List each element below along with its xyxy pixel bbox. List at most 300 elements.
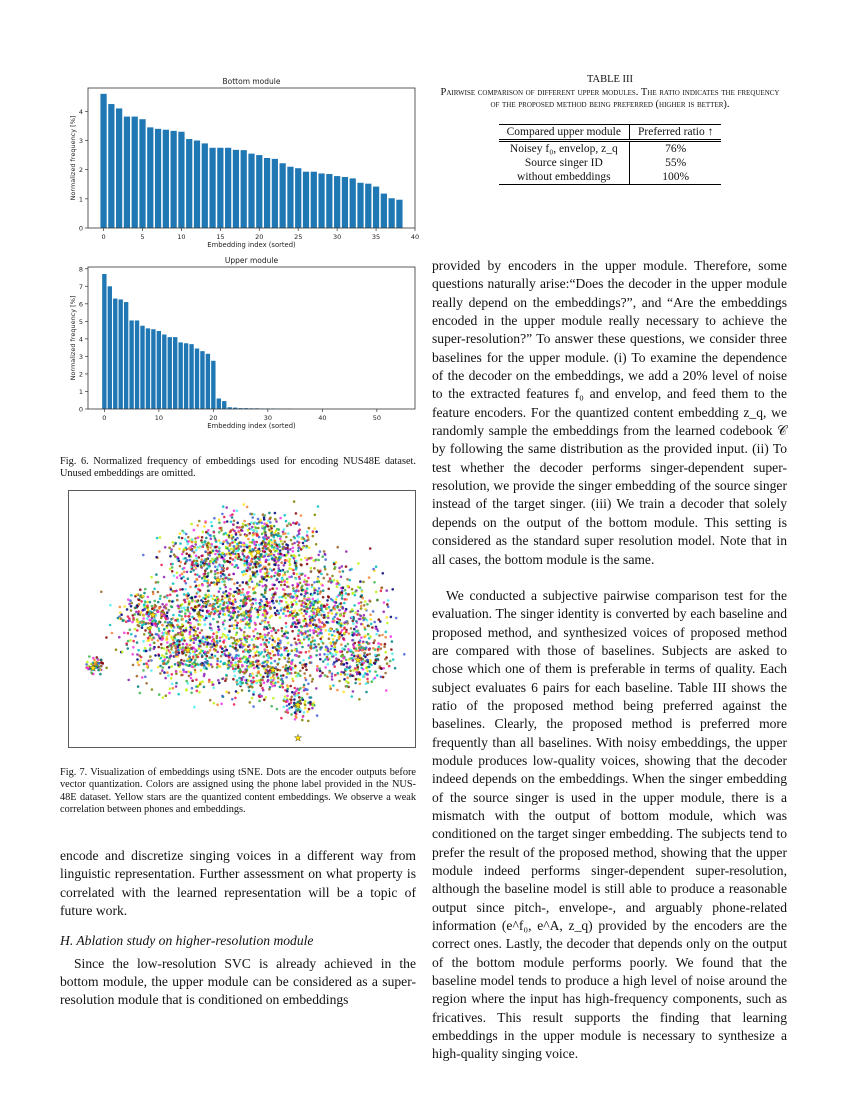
tsne-point [179, 542, 182, 545]
tsne-point [147, 615, 150, 618]
tsne-point [336, 618, 339, 621]
tsne-point [246, 661, 249, 664]
tsne-point [261, 636, 264, 639]
tsne-point [154, 624, 157, 627]
tsne-point [290, 568, 293, 571]
tsne-point [353, 628, 356, 631]
tsne-point [327, 612, 330, 615]
tsne-point [153, 588, 156, 591]
tsne-point [250, 560, 253, 563]
tsne-point [304, 557, 307, 560]
tsne-point [244, 599, 247, 602]
tsne-point [318, 614, 321, 617]
tsne-point [265, 643, 268, 646]
tsne-point [127, 598, 130, 601]
tsne-point [252, 539, 255, 542]
tsne-point [197, 536, 200, 539]
tsne-point [269, 517, 272, 520]
tsne-point [280, 675, 283, 678]
tsne-point [254, 521, 257, 524]
tsne-point [137, 610, 140, 613]
tsne-point [266, 627, 269, 630]
bar [287, 167, 293, 228]
tsne-point [324, 674, 327, 677]
tsne-point [342, 586, 345, 589]
tsne-point [339, 636, 342, 639]
tsne-point [274, 518, 277, 521]
tsne-point [168, 609, 171, 612]
tsne-point [346, 685, 349, 688]
tsne-point [317, 598, 320, 601]
x-axis-label: Embedding index (sorted) [207, 241, 296, 249]
table-row [499, 170, 722, 185]
tsne-point [204, 550, 207, 553]
tsne-point [195, 543, 198, 546]
tsne-point [308, 624, 311, 627]
tsne-point [223, 662, 226, 665]
tsne-point [309, 646, 312, 649]
tsne-point [253, 529, 256, 532]
tsne-point [268, 563, 271, 566]
tsne-point [317, 505, 320, 508]
tsne-point [196, 524, 199, 527]
table-row [499, 140, 722, 156]
tsne-point [328, 671, 331, 674]
tsne-point [314, 619, 317, 622]
tsne-point [269, 568, 272, 571]
tsne-point [297, 536, 300, 539]
tsne-point [300, 651, 303, 654]
tsne-point [228, 630, 231, 633]
tsne-point [201, 554, 204, 557]
tsne-point [305, 663, 308, 666]
tsne-point [253, 680, 256, 683]
tsne-point [218, 539, 221, 542]
tsne-point [320, 573, 323, 576]
tsne-point [191, 599, 194, 602]
tsne-point [262, 676, 265, 679]
tsne-point [255, 527, 258, 530]
tsne-point [263, 628, 266, 631]
tsne-point [179, 628, 182, 631]
tsne-point [353, 604, 356, 607]
tsne-point [202, 605, 205, 608]
tsne-point [352, 659, 355, 662]
tsne-point [267, 559, 270, 562]
tsne-point [263, 681, 266, 684]
tsne-point [300, 586, 303, 589]
tsne-point [278, 534, 281, 537]
tsne-point [289, 614, 292, 617]
tsne-point [323, 653, 326, 656]
tsne-point [145, 650, 148, 653]
tsne-point [305, 679, 308, 682]
tsne-point [301, 646, 304, 649]
tsne-point [251, 607, 254, 610]
tsne-point [315, 543, 318, 546]
tsne-point [252, 571, 255, 574]
x-tick-label: 0 [102, 414, 107, 422]
tsne-point [284, 532, 287, 535]
tsne-point [320, 629, 323, 632]
tsne-point [343, 626, 346, 629]
tsne-point [253, 533, 256, 536]
bar [135, 320, 139, 409]
tsne-point [274, 682, 277, 685]
tsne-point [366, 654, 369, 657]
tsne-point [213, 643, 216, 646]
tsne-point [169, 555, 172, 558]
tsne-point [285, 676, 288, 679]
tsne-point [280, 540, 283, 543]
tsne-point [258, 544, 261, 547]
tsne-point [139, 595, 142, 598]
bar [217, 398, 221, 409]
tsne-point [224, 613, 227, 616]
tsne-point [326, 599, 329, 602]
tsne-point [374, 654, 377, 657]
tsne-point [199, 623, 202, 626]
tsne-point [188, 675, 191, 678]
tsne-point [132, 619, 135, 622]
tsne-point [240, 638, 243, 641]
tsne-point [178, 536, 181, 539]
x-tick-label: 20 [255, 233, 264, 241]
tsne-point [290, 662, 293, 665]
tsne-point [373, 621, 376, 624]
tsne-point [291, 623, 294, 626]
tsne-point [242, 523, 245, 526]
tsne-point [279, 517, 282, 520]
tsne-point [159, 672, 162, 675]
tsne-point [178, 548, 181, 551]
tsne-point [157, 591, 160, 594]
tsne-point [299, 710, 302, 713]
tsne-point [278, 528, 281, 531]
tsne-point [269, 525, 272, 528]
tsne-point [205, 617, 208, 620]
tsne-point [229, 594, 232, 597]
tsne-point [390, 648, 393, 651]
tsne-point [259, 674, 262, 677]
tsne-point [298, 688, 301, 691]
tsne-point [284, 559, 287, 562]
section-heading: H. Ablation study on higher-resolution module [60, 933, 314, 949]
tsne-point [278, 649, 281, 652]
tsne-point [261, 568, 264, 571]
tsne-point [301, 719, 304, 722]
tsne-point [146, 665, 149, 668]
tsne-point [204, 637, 207, 640]
tsne-point [250, 599, 253, 602]
tsne-point [251, 516, 254, 519]
tsne-point [139, 588, 142, 591]
tsne-point [142, 595, 145, 598]
tsne-point [214, 565, 217, 568]
tsne-point [260, 600, 263, 603]
tsne-point [266, 605, 269, 608]
tsne-point [349, 675, 352, 678]
tsne-point [284, 593, 287, 596]
tsne-point [333, 646, 336, 649]
tsne-point [172, 541, 175, 544]
tsne-point [183, 593, 186, 596]
tsne-point [183, 637, 186, 640]
tsne-point [231, 537, 234, 540]
tsne-point [182, 551, 185, 554]
tsne-point [292, 550, 295, 553]
tsne-point [157, 639, 160, 642]
tsne-point [245, 623, 248, 626]
tsne-point [358, 602, 361, 605]
tsne-point [273, 549, 276, 552]
bar [184, 343, 188, 409]
tsne-point [319, 648, 322, 651]
tsne-point [279, 669, 282, 672]
tsne-point [290, 644, 293, 647]
tsne-point [384, 643, 387, 646]
tsne-point [213, 594, 216, 597]
tsne-point [175, 653, 178, 656]
tsne-point [210, 570, 213, 573]
tsne-point [215, 561, 218, 564]
tsne-point [177, 693, 180, 696]
tsne-point [303, 684, 306, 687]
tsne-point [236, 624, 239, 627]
tsne-point [210, 663, 213, 666]
tsne-point [160, 638, 163, 641]
tsne-point [241, 664, 244, 667]
tsne-point [223, 584, 226, 587]
tsne-point [362, 668, 365, 671]
tsne-point [332, 684, 335, 687]
tsne-point [336, 580, 339, 583]
tsne-point [278, 596, 281, 599]
tsne-point [315, 687, 318, 690]
tsne-point [198, 556, 201, 559]
tsne-point [300, 593, 303, 596]
tsne-point [323, 577, 326, 580]
tsne-point [211, 666, 214, 669]
tsne-point [214, 553, 217, 556]
tsne-point [271, 541, 274, 544]
tsne-point [295, 568, 298, 571]
tsne-point [312, 535, 315, 538]
tsne-point [202, 531, 205, 534]
x-tick-label: 20 [209, 414, 218, 422]
tsne-point [135, 606, 138, 609]
tsne-point [234, 541, 237, 544]
tsne-point [174, 645, 177, 648]
tsne-point [295, 654, 298, 657]
tsne-point [319, 658, 322, 661]
tsne-point [241, 689, 244, 692]
x-tick-label: 25 [294, 233, 303, 241]
bar [233, 150, 239, 228]
tsne-point [157, 581, 160, 584]
tsne-point [196, 546, 199, 549]
tsne-point [255, 638, 258, 641]
tsne-point [198, 691, 201, 694]
tsne-point [265, 545, 268, 548]
tsne-point [198, 647, 201, 650]
tsne-point [176, 576, 179, 579]
tsne-point [195, 619, 198, 622]
tsne-point [178, 652, 181, 655]
tsne-point [190, 677, 193, 680]
tsne-point [298, 642, 301, 645]
x-axis-label: Embedding index (sorted) [207, 422, 296, 430]
tsne-point [380, 647, 383, 650]
tsne-point [341, 597, 344, 600]
tsne-point [244, 626, 247, 629]
tsne-point [151, 620, 154, 623]
bar [357, 183, 363, 228]
tsne-point [349, 670, 352, 673]
x-tick-label: 0 [101, 233, 106, 241]
tsne-point [287, 653, 290, 656]
tsne-point [354, 667, 357, 670]
tsne-point [311, 707, 314, 710]
tsne-point [226, 520, 229, 523]
tsne-point [298, 629, 301, 632]
tsne-point [238, 526, 241, 529]
tsne-point [248, 613, 251, 616]
y-tick-label: 4 [78, 335, 83, 344]
tsne-point [201, 609, 204, 612]
bar [108, 286, 112, 409]
tsne-point [264, 621, 267, 624]
tsne-point [261, 593, 264, 596]
tsne-point [179, 646, 182, 649]
x-tick-label: 30 [333, 233, 342, 241]
tsne-point [269, 616, 272, 619]
tsne-point [391, 653, 394, 656]
tsne-point [330, 609, 333, 612]
tsne-point [242, 503, 245, 506]
tsne-point [340, 663, 343, 666]
y-tick-label: 3 [78, 137, 83, 145]
tsne-point [271, 587, 274, 590]
tsne-point [272, 627, 275, 630]
tsne-point [308, 527, 311, 530]
tsne-point [269, 607, 272, 610]
tsne-point [218, 550, 221, 553]
tsne-point [145, 623, 148, 626]
tsne-point [307, 630, 310, 633]
tsne-point [306, 610, 309, 613]
tsne-point [377, 658, 380, 661]
tsne-point [336, 596, 339, 599]
tsne-point [380, 590, 383, 593]
tsne-point [278, 543, 281, 546]
tsne-point [305, 669, 308, 672]
tsne-point [285, 622, 288, 625]
tsne-point [129, 628, 132, 631]
tsne-point [263, 523, 266, 526]
tsne-point [346, 585, 349, 588]
tsne-point [261, 575, 264, 578]
bar [326, 174, 332, 228]
tsne-point [216, 660, 219, 663]
tsne-point [243, 542, 246, 545]
tsne-point [310, 696, 313, 699]
tsne-point [140, 611, 143, 614]
tsne-point [331, 612, 334, 615]
tsne-point [255, 660, 258, 663]
tsne-point [262, 614, 265, 617]
tsne-point [233, 582, 236, 585]
bar [132, 117, 138, 228]
tsne-point [278, 658, 281, 661]
tsne-point [335, 583, 338, 586]
tsne-point [268, 624, 271, 627]
tsne-point [197, 627, 200, 630]
tsne-point [352, 622, 355, 625]
tsne-point [194, 541, 197, 544]
tsne-point [296, 585, 299, 588]
tsne-point [235, 564, 238, 567]
tsne-point [182, 663, 185, 666]
tsne-point [351, 588, 354, 591]
tsne-point [268, 641, 271, 644]
tsne-point [196, 565, 199, 568]
tsne-point [169, 651, 172, 654]
tsne-point [282, 574, 285, 577]
tsne-point [196, 560, 199, 563]
tsne-point [335, 653, 338, 656]
tsne-point [238, 639, 241, 642]
tsne-point [202, 640, 205, 643]
tsne-point [199, 619, 202, 622]
tsne-point [354, 612, 357, 615]
tsne-point [129, 639, 132, 642]
tsne-point [298, 554, 301, 557]
tsne-point [246, 534, 249, 537]
tsne-point [382, 667, 385, 670]
tsne-point [245, 612, 248, 615]
tsne-point [208, 636, 211, 639]
tsne-point [282, 666, 285, 669]
tsne-point [403, 653, 406, 656]
tsne-point [364, 656, 367, 659]
tsne-point [286, 705, 289, 708]
tsne-point [356, 613, 359, 616]
tsne-point [311, 593, 314, 596]
y-tick-label: 3 [78, 352, 83, 361]
tsne-point [246, 506, 249, 509]
tsne-point [166, 626, 169, 629]
tsne-point [144, 601, 147, 604]
tsne-point [219, 640, 222, 643]
tsne-point [283, 656, 286, 659]
tsne-point [232, 550, 235, 553]
tsne-point [333, 619, 336, 622]
tsne-point [294, 687, 297, 690]
tsne-point [252, 705, 255, 708]
tsne-point [153, 642, 156, 645]
tsne-point [223, 619, 226, 622]
tsne-point [185, 646, 188, 649]
tsne-point [302, 716, 305, 719]
tsne-point [210, 543, 213, 546]
tsne-point [318, 587, 321, 590]
tsne-point [109, 604, 112, 607]
tsne-point [245, 602, 248, 605]
tsne-point [159, 598, 162, 601]
tsne-point [181, 652, 184, 655]
tsne-point [267, 621, 270, 624]
